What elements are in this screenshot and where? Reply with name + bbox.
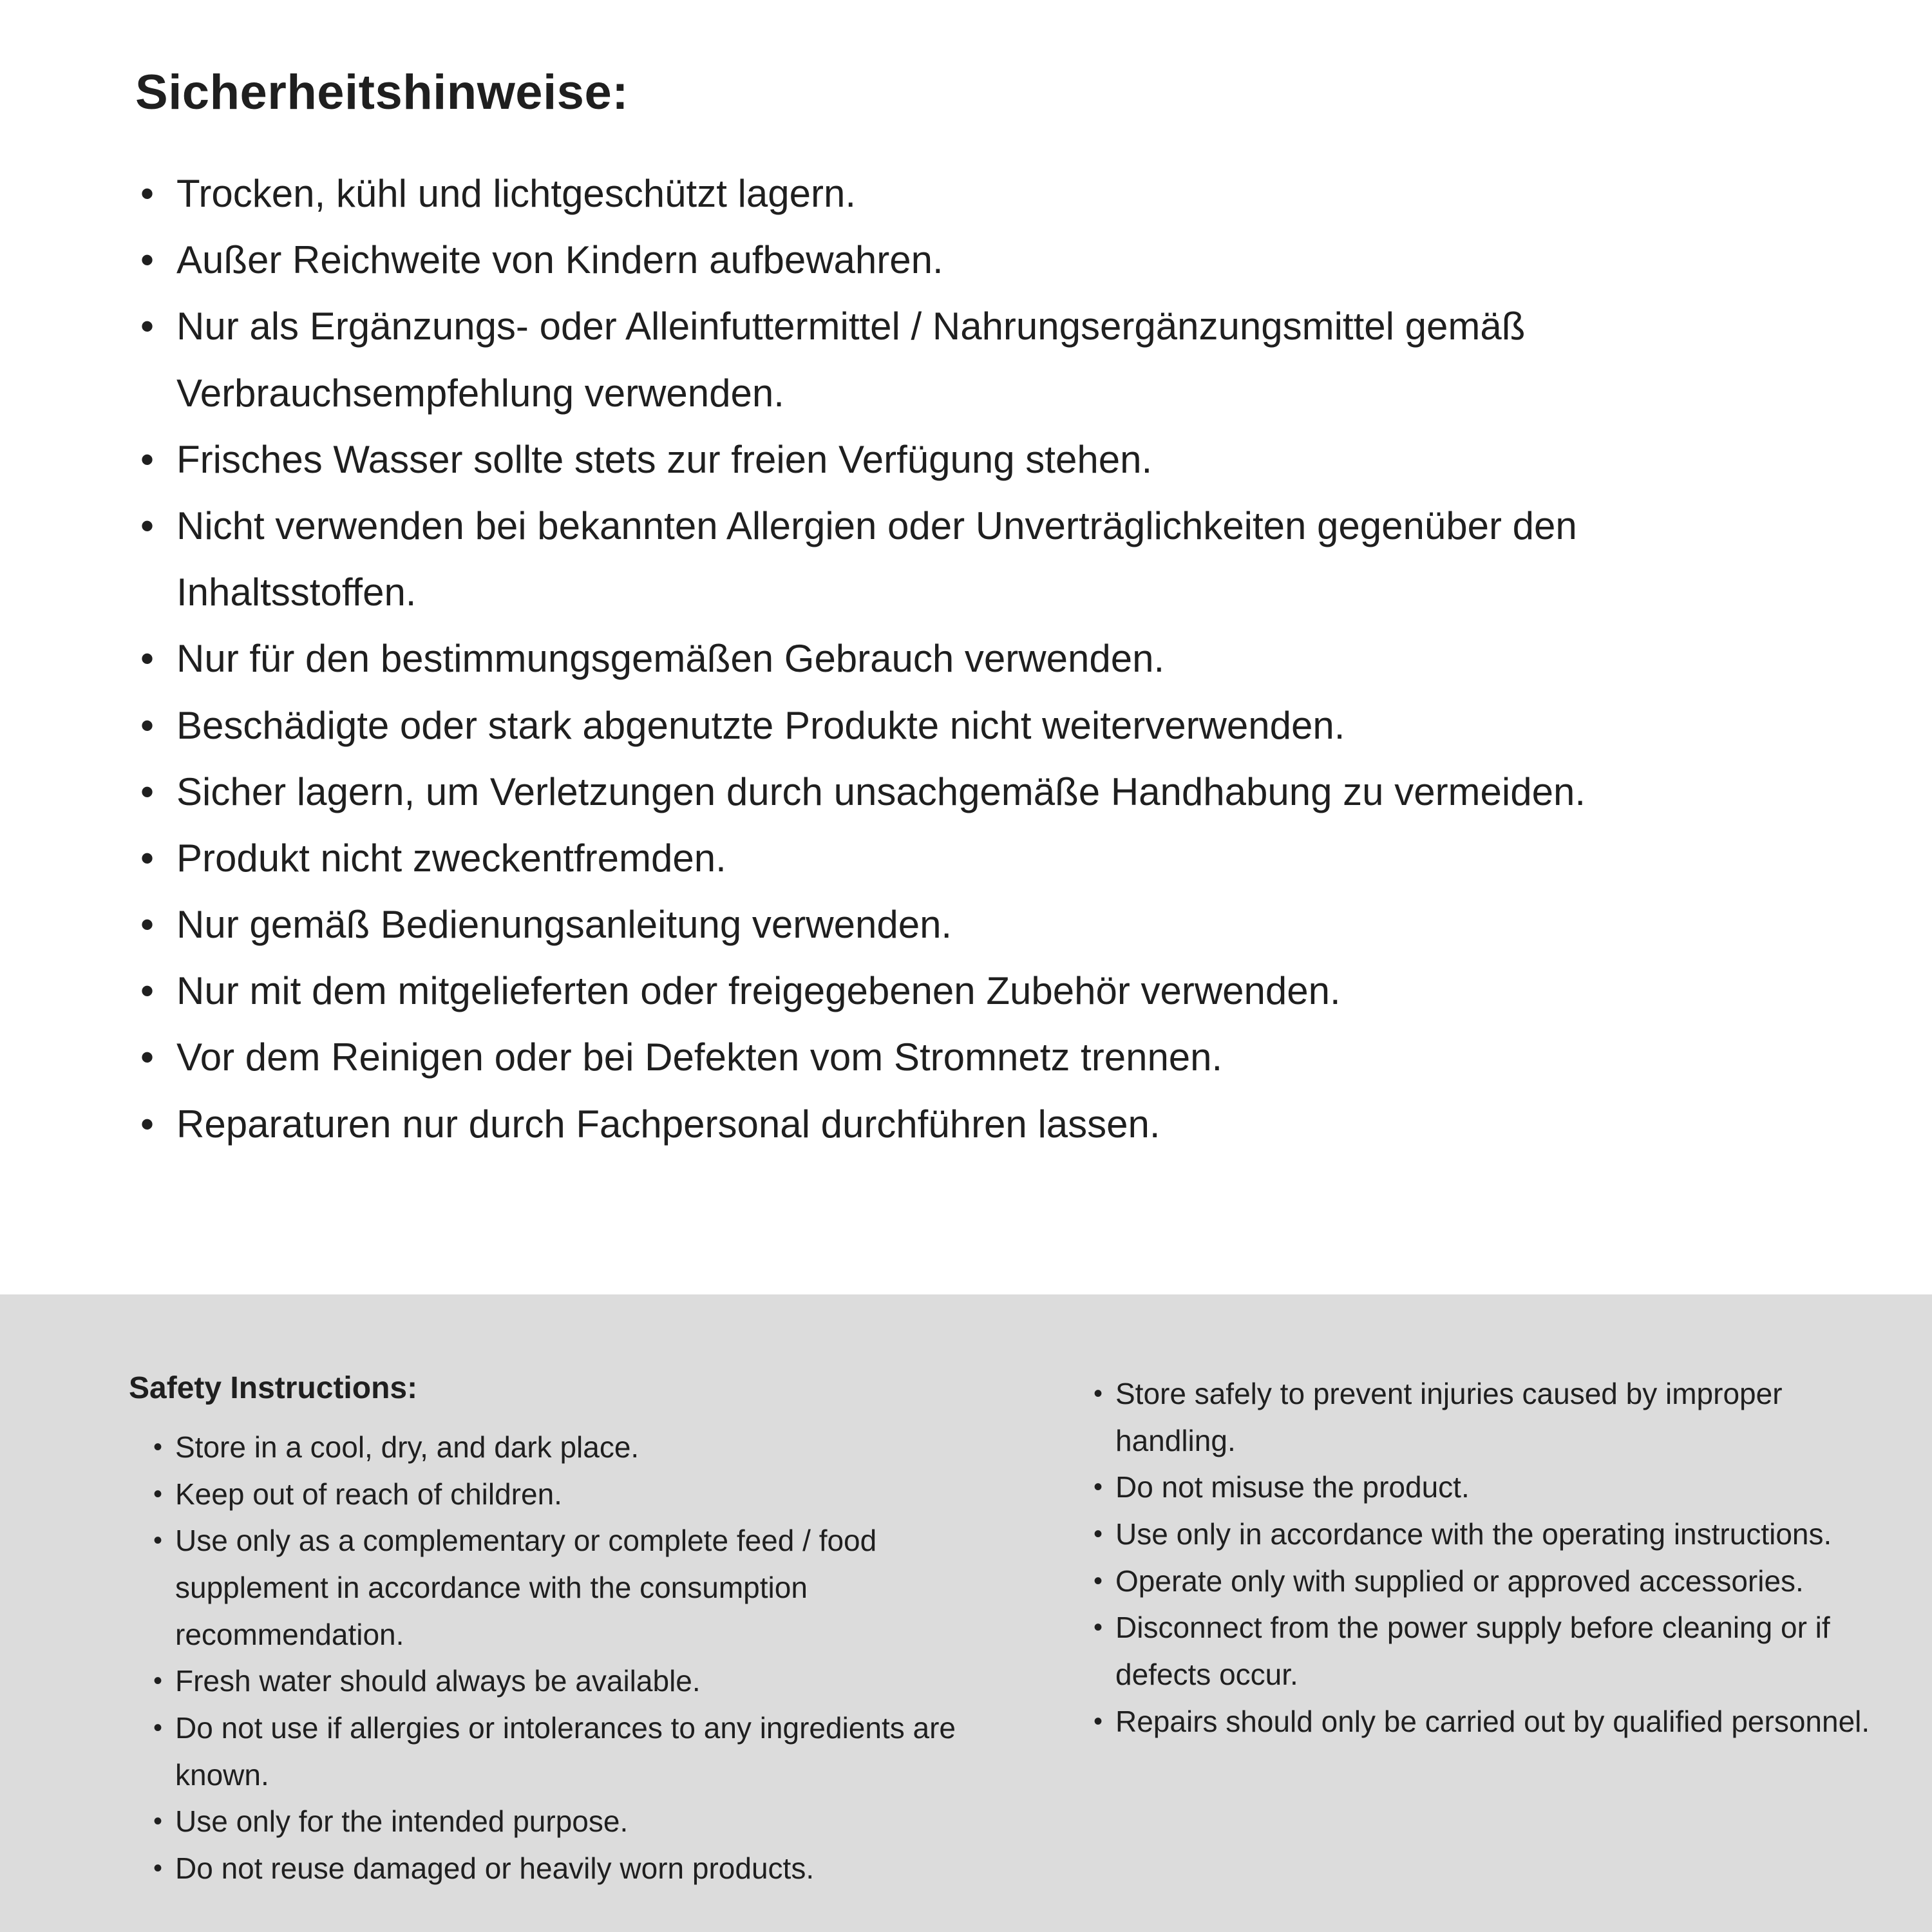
german-safety-item: • Frisches Wasser sollte stets zur freien Verfügung stehen. (135, 426, 1784, 493)
german-safety-item: • Nur mit dem mitgelieferten oder freigegebenen Zubehör verwenden. (135, 958, 1784, 1024)
english-safety-item: • Use only for the intended purpose. (142, 1798, 979, 1845)
english-safety-item: • Disconnect from the power supply before cleaning or if defects occur. (1082, 1604, 1906, 1698)
german-safety-item: • Trocken, kühl und lichtgeschützt lagern. (135, 160, 1784, 227)
german-safety-item: • Nur gemäß Bedienungsanleitung verwenden. (135, 891, 1784, 958)
english-safety-item: • Store in a cool, dry, and dark place. (142, 1424, 979, 1471)
english-safety-item: • Fresh water should always be available. (142, 1658, 979, 1705)
german-safety-list (135, 160, 1784, 1157)
german-safety-item: • Nur für den bestimmungsgemäßen Gebrauch verwenden. (135, 625, 1784, 692)
english-safety-list-left (129, 1424, 979, 1892)
german-safety-item: • Beschädigte oder stark abgenutzte Produkte nicht weiterverwenden. (135, 692, 1784, 759)
german-safety-item: • Vor dem Reinigen oder bei Defekten vom Stromnetz trennen. (135, 1024, 1784, 1090)
english-safety-item: • Store safely to prevent injuries caused by improper handling. (1082, 1370, 1906, 1464)
german-safety-item: • Produkt nicht zweckentfremden. (135, 825, 1784, 891)
english-safety-item: • Operate only with supplied or approved accessories. (1082, 1558, 1906, 1605)
english-right-column (1082, 1370, 1906, 1745)
english-left-column (129, 1370, 979, 1892)
english-safety-list-right (1082, 1370, 1906, 1745)
german-safety-item: • Außer Reichweite von Kindern aufbewahren. (135, 227, 1784, 293)
english-safety-item: • Do not use if allergies or intolerances to any ingredients are known. (142, 1705, 979, 1798)
german-safety-item: • Sicher lagern, um Verletzungen durch unsachgemäße Handhabung zu vermeiden. (135, 759, 1784, 825)
english-safety-item: • Do not reuse damaged or heavily worn products. (142, 1845, 979, 1892)
english-section-title: Safety Instructions: (129, 1371, 418, 1405)
english-safety-item: • Do not misuse the product. (1082, 1464, 1906, 1511)
german-safety-item: • Nur als Ergänzungs- oder Alleinfuttermittel / Nahrungsergänzungsmittel gemäß Verbrauchsempfehlung verwenden. (135, 293, 1784, 426)
english-safety-item: • Use only in accordance with the operating instructions. (1082, 1511, 1906, 1558)
english-safety-item: • Repairs should only be carried out by qualified personnel. (1082, 1698, 1906, 1745)
german-section-title: Sicherheitshinweise: (135, 65, 629, 120)
german-safety-item: • Reparaturen nur durch Fachpersonal durchführen lassen. (135, 1091, 1784, 1157)
english-safety-item: • Use only as a complementary or complete feed / food supplement in accordance with the consumption recommendation. (142, 1517, 979, 1658)
english-safety-item: • Keep out of reach of children. (142, 1471, 979, 1518)
english-safety-section (0, 1294, 1932, 1932)
german-safety-item: • Nicht verwenden bei bekannten Allergien oder Unverträglichkeiten gegenüber den Inhaltsstoffen. (135, 493, 1784, 625)
